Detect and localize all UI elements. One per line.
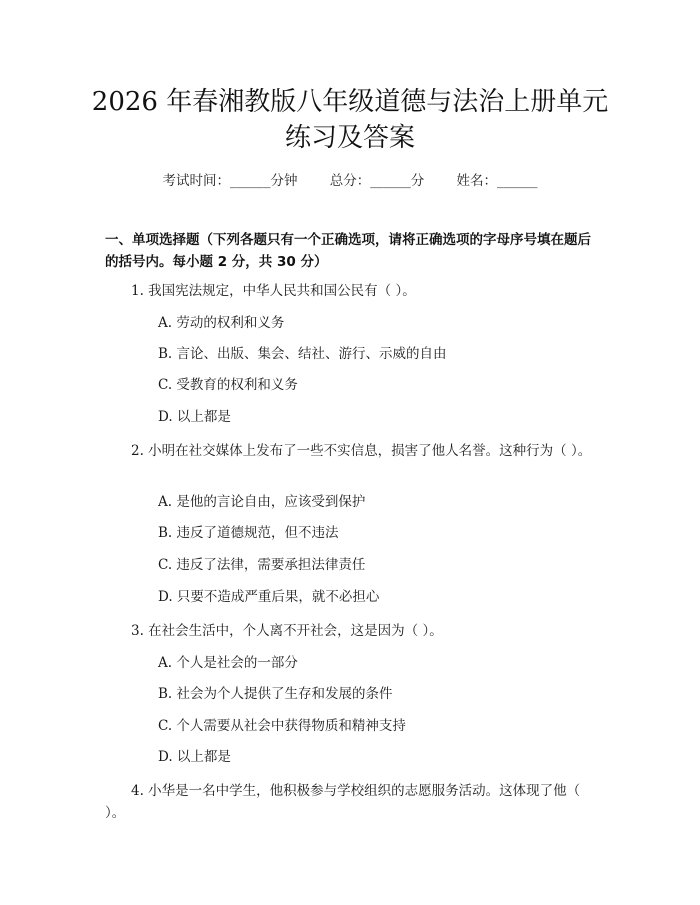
question-4-stem: 4. 小华是一名中学生，他积极参与学校组织的志愿服务活动。这体现了他（ ）。 (105, 783, 581, 821)
question-1-option-d: D. 以上都是 (158, 409, 231, 425)
question-3-option-a: A. 个人是社会的一部分 (158, 655, 298, 671)
exam-meta (0, 169, 700, 189)
question-1-option-c: C. 受教育的权利和义务 (158, 377, 298, 393)
title-line-1: 2026 年春湘教版八年级道德与法治上册单元 (91, 87, 609, 117)
question-3-option-c: C. 个人需要从社会中获得物质和精神支持 (158, 718, 406, 734)
question-3-option-d: D. 以上都是 (158, 749, 231, 765)
section-heading: 一、单项选择题（下列各题只有一个正确选项，请将正确选项的字母序号填在题后的括号内。每小题 2 分，共 30 分） (105, 232, 591, 270)
question-2-stem: 2. 小明在社交媒体上发布了一些不实信息，损害了他人名誉。这种行为（ ）。 (131, 443, 592, 459)
question-2-option-c: C. 违反了法律，需要承担法律责任 (158, 557, 366, 573)
question-1-option-a: A. 劳动的权利和义务 (158, 315, 285, 331)
question-2-option-a: A. 是他的言论自由，应该受到保护 (158, 494, 366, 510)
exam-score: 总分：______分 (329, 173, 425, 189)
title-line-2: 练习及答案 (284, 123, 415, 153)
page-title (60, 84, 640, 156)
student-name: 姓名：______ (456, 173, 538, 189)
question-2-option-d: D. 只要不造成严重后果，就不必担心 (158, 589, 380, 605)
exam-time: 考试时间：______分钟 (162, 173, 298, 189)
question-1-stem: 1. 我国宪法规定，中华人民共和国公民有（ ）。 (131, 283, 416, 299)
question-3-option-b: B. 社会为个人提供了生存和发展的条件 (158, 686, 393, 702)
question-3-stem: 3. 在社会生活中，个人离不开社会，这是因为（ ）。 (131, 623, 443, 639)
question-1-option-b: B. 言论、出版、集会、结社、游行、示威的自由 (158, 346, 447, 362)
question-2-option-b: B. 违反了道德规范，但不违法 (158, 525, 339, 541)
